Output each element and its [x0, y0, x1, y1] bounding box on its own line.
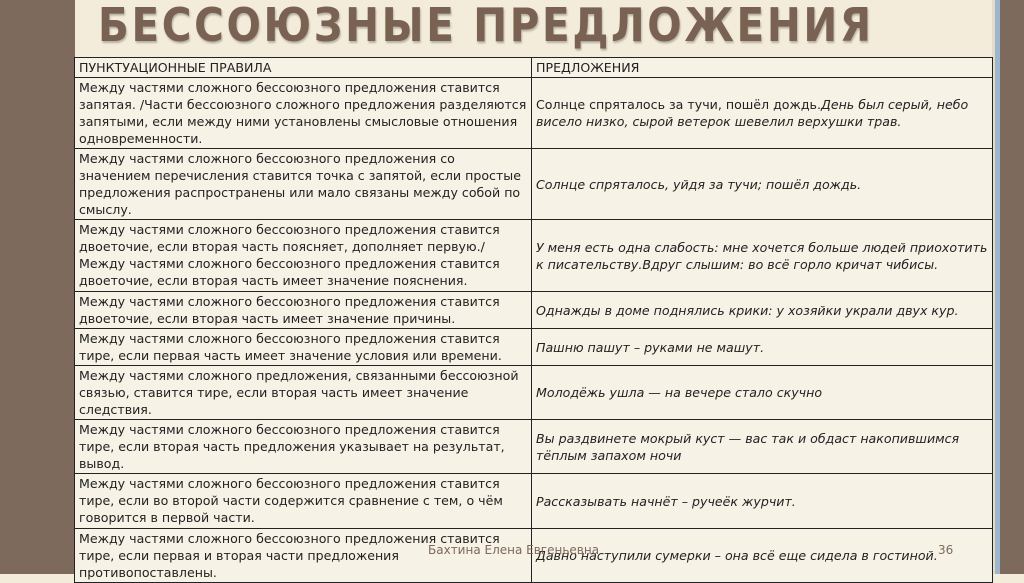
rule-cell: Между частями сложного бессоюзного предложения ставится тире, если первая и вторая части предложения противопоставлены.	[75, 529, 532, 583]
rule-cell: Между частями сложного бессоюзного предложения со значением перечисления ставится точка с запятой, если простые предложения распространены или мало связаны между собой по смыслу.	[75, 149, 532, 220]
slide-title: БЕССОЮЗНЫЕ ПРЕДЛОЖЕНИЯ	[98, 0, 874, 52]
footer-author: Бахтина Елена Евгеньевна	[428, 543, 600, 557]
example-cell: Рассказывать начнёт – ручеёк журчит.	[532, 474, 993, 529]
example-cell: Молодёжь ушла — на вечере стало скучно	[532, 366, 993, 420]
rule-cell: Между частями сложного бессоюзного предложения ставится тире, если первая часть имеет значение условия или времени.	[75, 329, 532, 366]
example-cell: Вы раздвинете мокрый куст — вас так и обдаст накопившимся тёплым запахом ночи	[532, 420, 993, 474]
rule-cell: Между частями сложного бессоюзного предложения ставится двоеточие, если вторая часть имеет значение причины.	[75, 292, 532, 329]
table-row	[75, 220, 993, 292]
example-cell	[532, 78, 993, 149]
example-cell: У меня есть одна слабость: мне хочется больше людей приохотить к писательству.Вдруг слышим: во всё горло кричат чибисы.	[532, 220, 993, 292]
table-row	[75, 78, 993, 149]
header-sentences: ПРЕДЛОЖЕНИЯ	[532, 58, 993, 78]
header-rules: ПУНКТУАЦИОННЫЕ ПРАВИЛА	[75, 58, 532, 78]
table-row	[75, 420, 993, 474]
rule-cell: Между частями сложного предложения, связанными бессоюзной связью, ставится тире, если вторая часть имеет значение следствия.	[75, 366, 532, 420]
example-cell: Солнце спряталось, уйдя за тучи; пошёл дождь.	[532, 149, 993, 220]
punctuation-table	[74, 57, 993, 583]
table-row	[75, 292, 993, 329]
example-cell: Давно наступили сумерки – она всё еще сидела в гостиной.	[532, 529, 993, 583]
table-header-row	[75, 58, 993, 78]
example-extra-text: День был серый, небо висело низко, сырой ветерок шевелил верхушки трав.	[536, 97, 969, 129]
table-row	[75, 366, 993, 420]
rule-cell: Между частями сложного бессоюзного предложения ставится тире, если во второй части содержится сравнение с тем, о чём говорится в первой части.	[75, 474, 532, 529]
table-row	[75, 329, 993, 366]
example-cell: Пашню пашут – руками не машут.	[532, 329, 993, 366]
example-cell: Однажды в доме поднялись крики: у хозяйки украли двух кур.	[532, 292, 993, 329]
rule-cell: Между частями сложного бессоюзного предложения ставится запятая. /Части бессоюзного сложного предложения разделяются запятыми, если между ними установлены смысловые отношения одновременности.	[75, 78, 532, 149]
page-number: 36	[938, 543, 954, 557]
rule-cell: Между частями сложного бессоюзного предложения ставится тире, если вторая часть предложения указывает на результат, вывод.	[75, 420, 532, 474]
table-row	[75, 149, 993, 220]
example-text: Солнце спряталось за тучи, пошёл дождь.	[536, 97, 821, 112]
right-decorative-band	[1000, 0, 1024, 574]
table-row	[75, 474, 993, 529]
rule-cell: Между частями сложного бессоюзного предложения ставится двоеточие, если вторая часть поясняет, дополняет первую./Между частями сложного бессоюзного предложения ставится двоеточие, если вторая часть имеет значение пояснения.	[75, 220, 532, 292]
